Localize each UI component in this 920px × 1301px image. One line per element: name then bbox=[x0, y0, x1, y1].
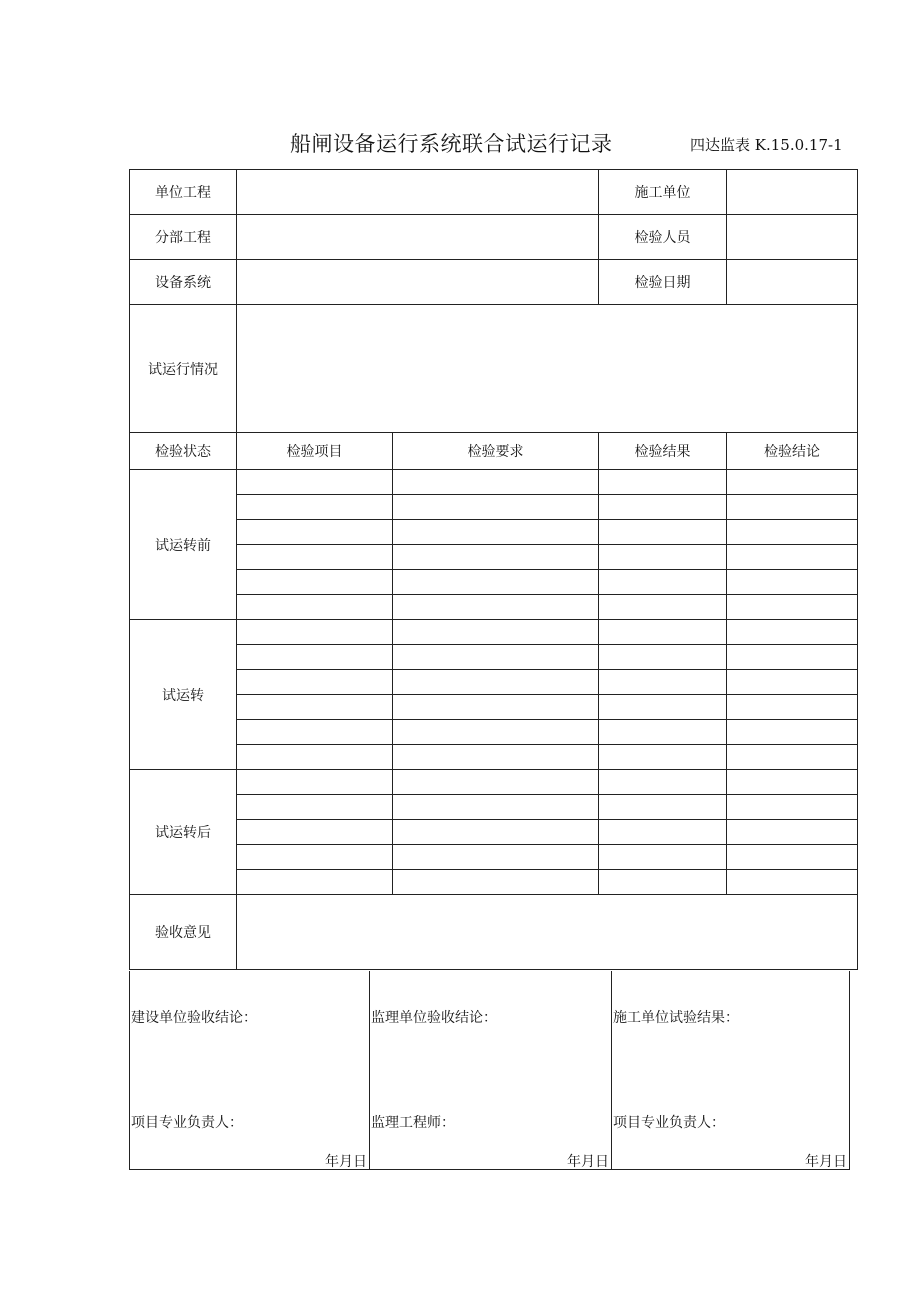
col-header-item: 检验项目 bbox=[237, 433, 393, 470]
cell-result[interactable] bbox=[599, 745, 727, 770]
cell-item[interactable] bbox=[237, 620, 393, 645]
cell-requirement[interactable] bbox=[393, 620, 599, 645]
cell-item[interactable] bbox=[237, 745, 393, 770]
inspection-date-field[interactable] bbox=[727, 260, 858, 305]
cell-conclusion[interactable] bbox=[727, 845, 858, 870]
cell-item[interactable] bbox=[237, 595, 393, 620]
contractor-date-label: 年月日 bbox=[805, 1154, 847, 1170]
cell-item[interactable] bbox=[237, 520, 393, 545]
page-title: 船闸设备运行系统联合试运行记录 bbox=[290, 132, 613, 156]
cell-conclusion[interactable] bbox=[727, 470, 858, 495]
inspection-date-label: 检验日期 bbox=[599, 260, 727, 305]
cell-requirement[interactable] bbox=[393, 670, 599, 695]
owner-conclusion-label: 建设单位验收结论： bbox=[131, 1010, 257, 1026]
cell-result[interactable] bbox=[599, 870, 727, 895]
cell-requirement[interactable] bbox=[393, 645, 599, 670]
supervisor-date-label: 年月日 bbox=[567, 1154, 609, 1170]
col-header-conclusion: 检验结论 bbox=[727, 433, 858, 470]
cell-conclusion[interactable] bbox=[727, 595, 858, 620]
cell-conclusion[interactable] bbox=[727, 570, 858, 595]
cell-result[interactable] bbox=[599, 645, 727, 670]
cell-requirement[interactable] bbox=[393, 495, 599, 520]
cell-conclusion[interactable] bbox=[727, 545, 858, 570]
cell-requirement[interactable] bbox=[393, 720, 599, 745]
signature-table bbox=[129, 971, 850, 1170]
cell-item[interactable] bbox=[237, 795, 393, 820]
cell-requirement[interactable] bbox=[393, 545, 599, 570]
acceptance-opinion-field[interactable] bbox=[237, 895, 858, 970]
equipment-system-label: 设备系统 bbox=[130, 260, 237, 305]
cell-result[interactable] bbox=[599, 570, 727, 595]
cell-item[interactable] bbox=[237, 495, 393, 520]
cell-result[interactable] bbox=[599, 695, 727, 720]
cell-conclusion[interactable] bbox=[727, 720, 858, 745]
supervisor-person-label: 监理工程师： bbox=[371, 1115, 455, 1131]
cell-result[interactable] bbox=[599, 620, 727, 645]
form-code: 四达监表 K.15.0.17-1 bbox=[690, 136, 843, 154]
cell-item[interactable] bbox=[237, 845, 393, 870]
cell-item[interactable] bbox=[237, 770, 393, 795]
cell-requirement[interactable] bbox=[393, 870, 599, 895]
cell-result[interactable] bbox=[599, 670, 727, 695]
cell-requirement[interactable] bbox=[393, 770, 599, 795]
contractor-signature-cell[interactable] bbox=[612, 971, 850, 1170]
cell-requirement[interactable] bbox=[393, 570, 599, 595]
record-table bbox=[129, 169, 858, 970]
group-label-during: 试运转 bbox=[130, 620, 237, 770]
cell-conclusion[interactable] bbox=[727, 495, 858, 520]
cell-item[interactable] bbox=[237, 695, 393, 720]
cell-conclusion[interactable] bbox=[727, 645, 858, 670]
cell-result[interactable] bbox=[599, 820, 727, 845]
cell-item[interactable] bbox=[237, 820, 393, 845]
cell-item[interactable] bbox=[237, 645, 393, 670]
equipment-system-field[interactable] bbox=[237, 260, 599, 305]
inspector-field[interactable] bbox=[727, 215, 858, 260]
cell-conclusion[interactable] bbox=[727, 795, 858, 820]
cell-result[interactable] bbox=[599, 845, 727, 870]
supervisor-signature-cell[interactable] bbox=[370, 971, 612, 1170]
cell-result[interactable] bbox=[599, 470, 727, 495]
trial-status-field[interactable] bbox=[237, 305, 858, 433]
cell-conclusion[interactable] bbox=[727, 695, 858, 720]
contractor-person-label: 项目专业负责人： bbox=[613, 1115, 725, 1131]
cell-item[interactable] bbox=[237, 670, 393, 695]
col-header-state: 检验状态 bbox=[130, 433, 237, 470]
construction-unit-label: 施工单位 bbox=[599, 170, 727, 215]
cell-conclusion[interactable] bbox=[727, 745, 858, 770]
cell-conclusion[interactable] bbox=[727, 820, 858, 845]
unit-project-field[interactable] bbox=[237, 170, 599, 215]
cell-conclusion[interactable] bbox=[727, 520, 858, 545]
cell-requirement[interactable] bbox=[393, 520, 599, 545]
cell-requirement[interactable] bbox=[393, 745, 599, 770]
cell-requirement[interactable] bbox=[393, 820, 599, 845]
supervisor-conclusion-label: 监理单位验收结论： bbox=[371, 1010, 497, 1026]
cell-result[interactable] bbox=[599, 770, 727, 795]
cell-conclusion[interactable] bbox=[727, 770, 858, 795]
cell-item[interactable] bbox=[237, 570, 393, 595]
sub-project-field[interactable] bbox=[237, 215, 599, 260]
cell-requirement[interactable] bbox=[393, 795, 599, 820]
cell-result[interactable] bbox=[599, 495, 727, 520]
col-header-requirement: 检验要求 bbox=[393, 433, 599, 470]
sub-project-label: 分部工程 bbox=[130, 215, 237, 260]
owner-person-label: 项目专业负责人： bbox=[131, 1115, 243, 1131]
unit-project-label: 单位工程 bbox=[130, 170, 237, 215]
cell-item[interactable] bbox=[237, 720, 393, 745]
group-label-before: 试运转前 bbox=[130, 470, 237, 620]
cell-requirement[interactable] bbox=[393, 695, 599, 720]
cell-result[interactable] bbox=[599, 795, 727, 820]
cell-result[interactable] bbox=[599, 545, 727, 570]
acceptance-opinion-label: 验收意见 bbox=[130, 895, 237, 970]
cell-result[interactable] bbox=[599, 720, 727, 745]
inspector-label: 检验人员 bbox=[599, 215, 727, 260]
group-label-after: 试运转后 bbox=[130, 770, 237, 895]
trial-status-label: 试运行情况 bbox=[130, 305, 237, 433]
cell-item[interactable] bbox=[237, 545, 393, 570]
construction-unit-field[interactable] bbox=[727, 170, 858, 215]
cell-item[interactable] bbox=[237, 870, 393, 895]
cell-result[interactable] bbox=[599, 595, 727, 620]
cell-conclusion[interactable] bbox=[727, 620, 858, 645]
cell-result[interactable] bbox=[599, 520, 727, 545]
owner-date-label: 年月日 bbox=[325, 1154, 367, 1170]
col-header-result: 检验结果 bbox=[599, 433, 727, 470]
cell-requirement[interactable] bbox=[393, 470, 599, 495]
contractor-result-label: 施工单位试验结果： bbox=[613, 1010, 739, 1026]
owner-signature-cell[interactable] bbox=[130, 971, 370, 1170]
cell-conclusion[interactable] bbox=[727, 670, 858, 695]
cell-conclusion[interactable] bbox=[727, 870, 858, 895]
cell-requirement[interactable] bbox=[393, 845, 599, 870]
cell-requirement[interactable] bbox=[393, 595, 599, 620]
cell-item[interactable] bbox=[237, 470, 393, 495]
